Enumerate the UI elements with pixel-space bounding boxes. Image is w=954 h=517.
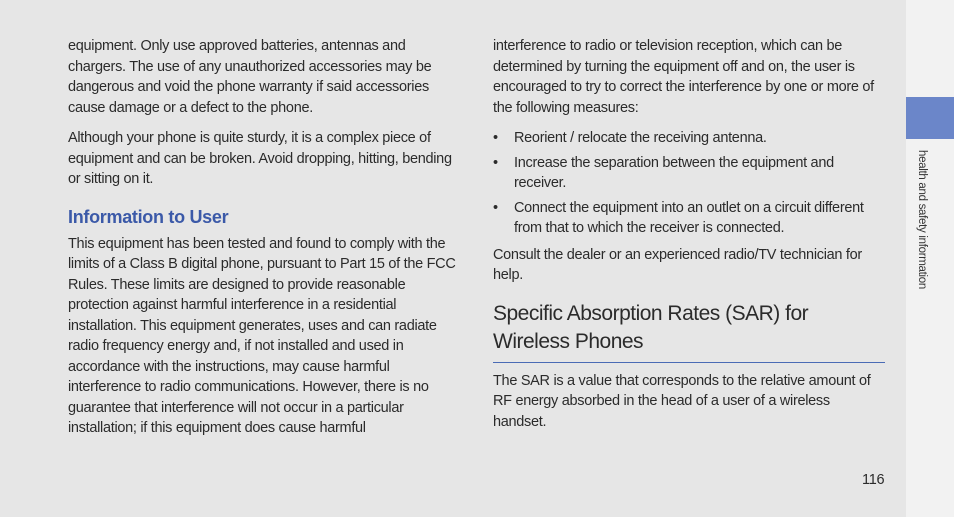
bullet-icon: • <box>493 154 498 171</box>
paragraph-accessories: equipment. Only use approved batteries, antennas and chargers. The use of any unauthorized accessories may be dangerous and void the phone warranty if said accessories cause damage or a defect to the phone. <box>68 38 432 116</box>
list-item: • Reorient / relocate the receiving antenna. <box>493 128 885 149</box>
paragraph-fcc: This equipment has been tested and found to comply with the limits of a Class B digital phone, pursuant to Part 15 of the FCC Rules. These limits are designed to provide reasonable protection against harmful interference in a residential installation. This equipment generates, uses and can radiate radio frequency energy and, if not installed and used in accordance with the instructions, may cause harmful interference to radio communications. However, there is no guarantee that interference will not occur in a particular installation; if this equipment does cause harmful <box>68 235 456 436</box>
paragraph-sar: The SAR is a value that corresponds to the relative amount of RF energy absorbed in the head of a user of a wireless handset. <box>493 372 871 430</box>
page-number: 116 <box>862 472 885 488</box>
sidebar-section-label: health and safety information <box>916 150 928 289</box>
right-column <box>493 36 885 442</box>
left-column <box>68 36 460 449</box>
bullet-icon: • <box>493 130 498 146</box>
bullet-icon: • <box>493 199 498 216</box>
list-item: • Increase the separation between the equipment and receiver. <box>493 154 834 191</box>
heading-sar: Specific Absorption Rates (SAR) for Wireless Phones <box>493 301 809 353</box>
section-tab <box>906 97 954 139</box>
heading-information-to-user: Information to User <box>68 206 229 227</box>
measures-list <box>493 128 885 239</box>
sidebar <box>906 0 954 517</box>
paragraph-interference: interference to radio or television reception, which can be determined by turning the equipment off and on, the user is encouraged to try to correct the interference by one or more of the following measures: <box>493 38 874 116</box>
paragraph-consult: Consult the dealer or an experienced radio/TV technician for help. <box>493 246 862 283</box>
list-item: • Connect the equipment into an outlet on a circuit different from that to which the receiver is connected. <box>493 199 864 236</box>
paragraph-sturdy: Although your phone is quite sturdy, it is a complex piece of equipment and can be broken. Avoid dropping, hitting, bending or sitting on it. <box>68 130 452 187</box>
heading-rule <box>493 362 885 363</box>
